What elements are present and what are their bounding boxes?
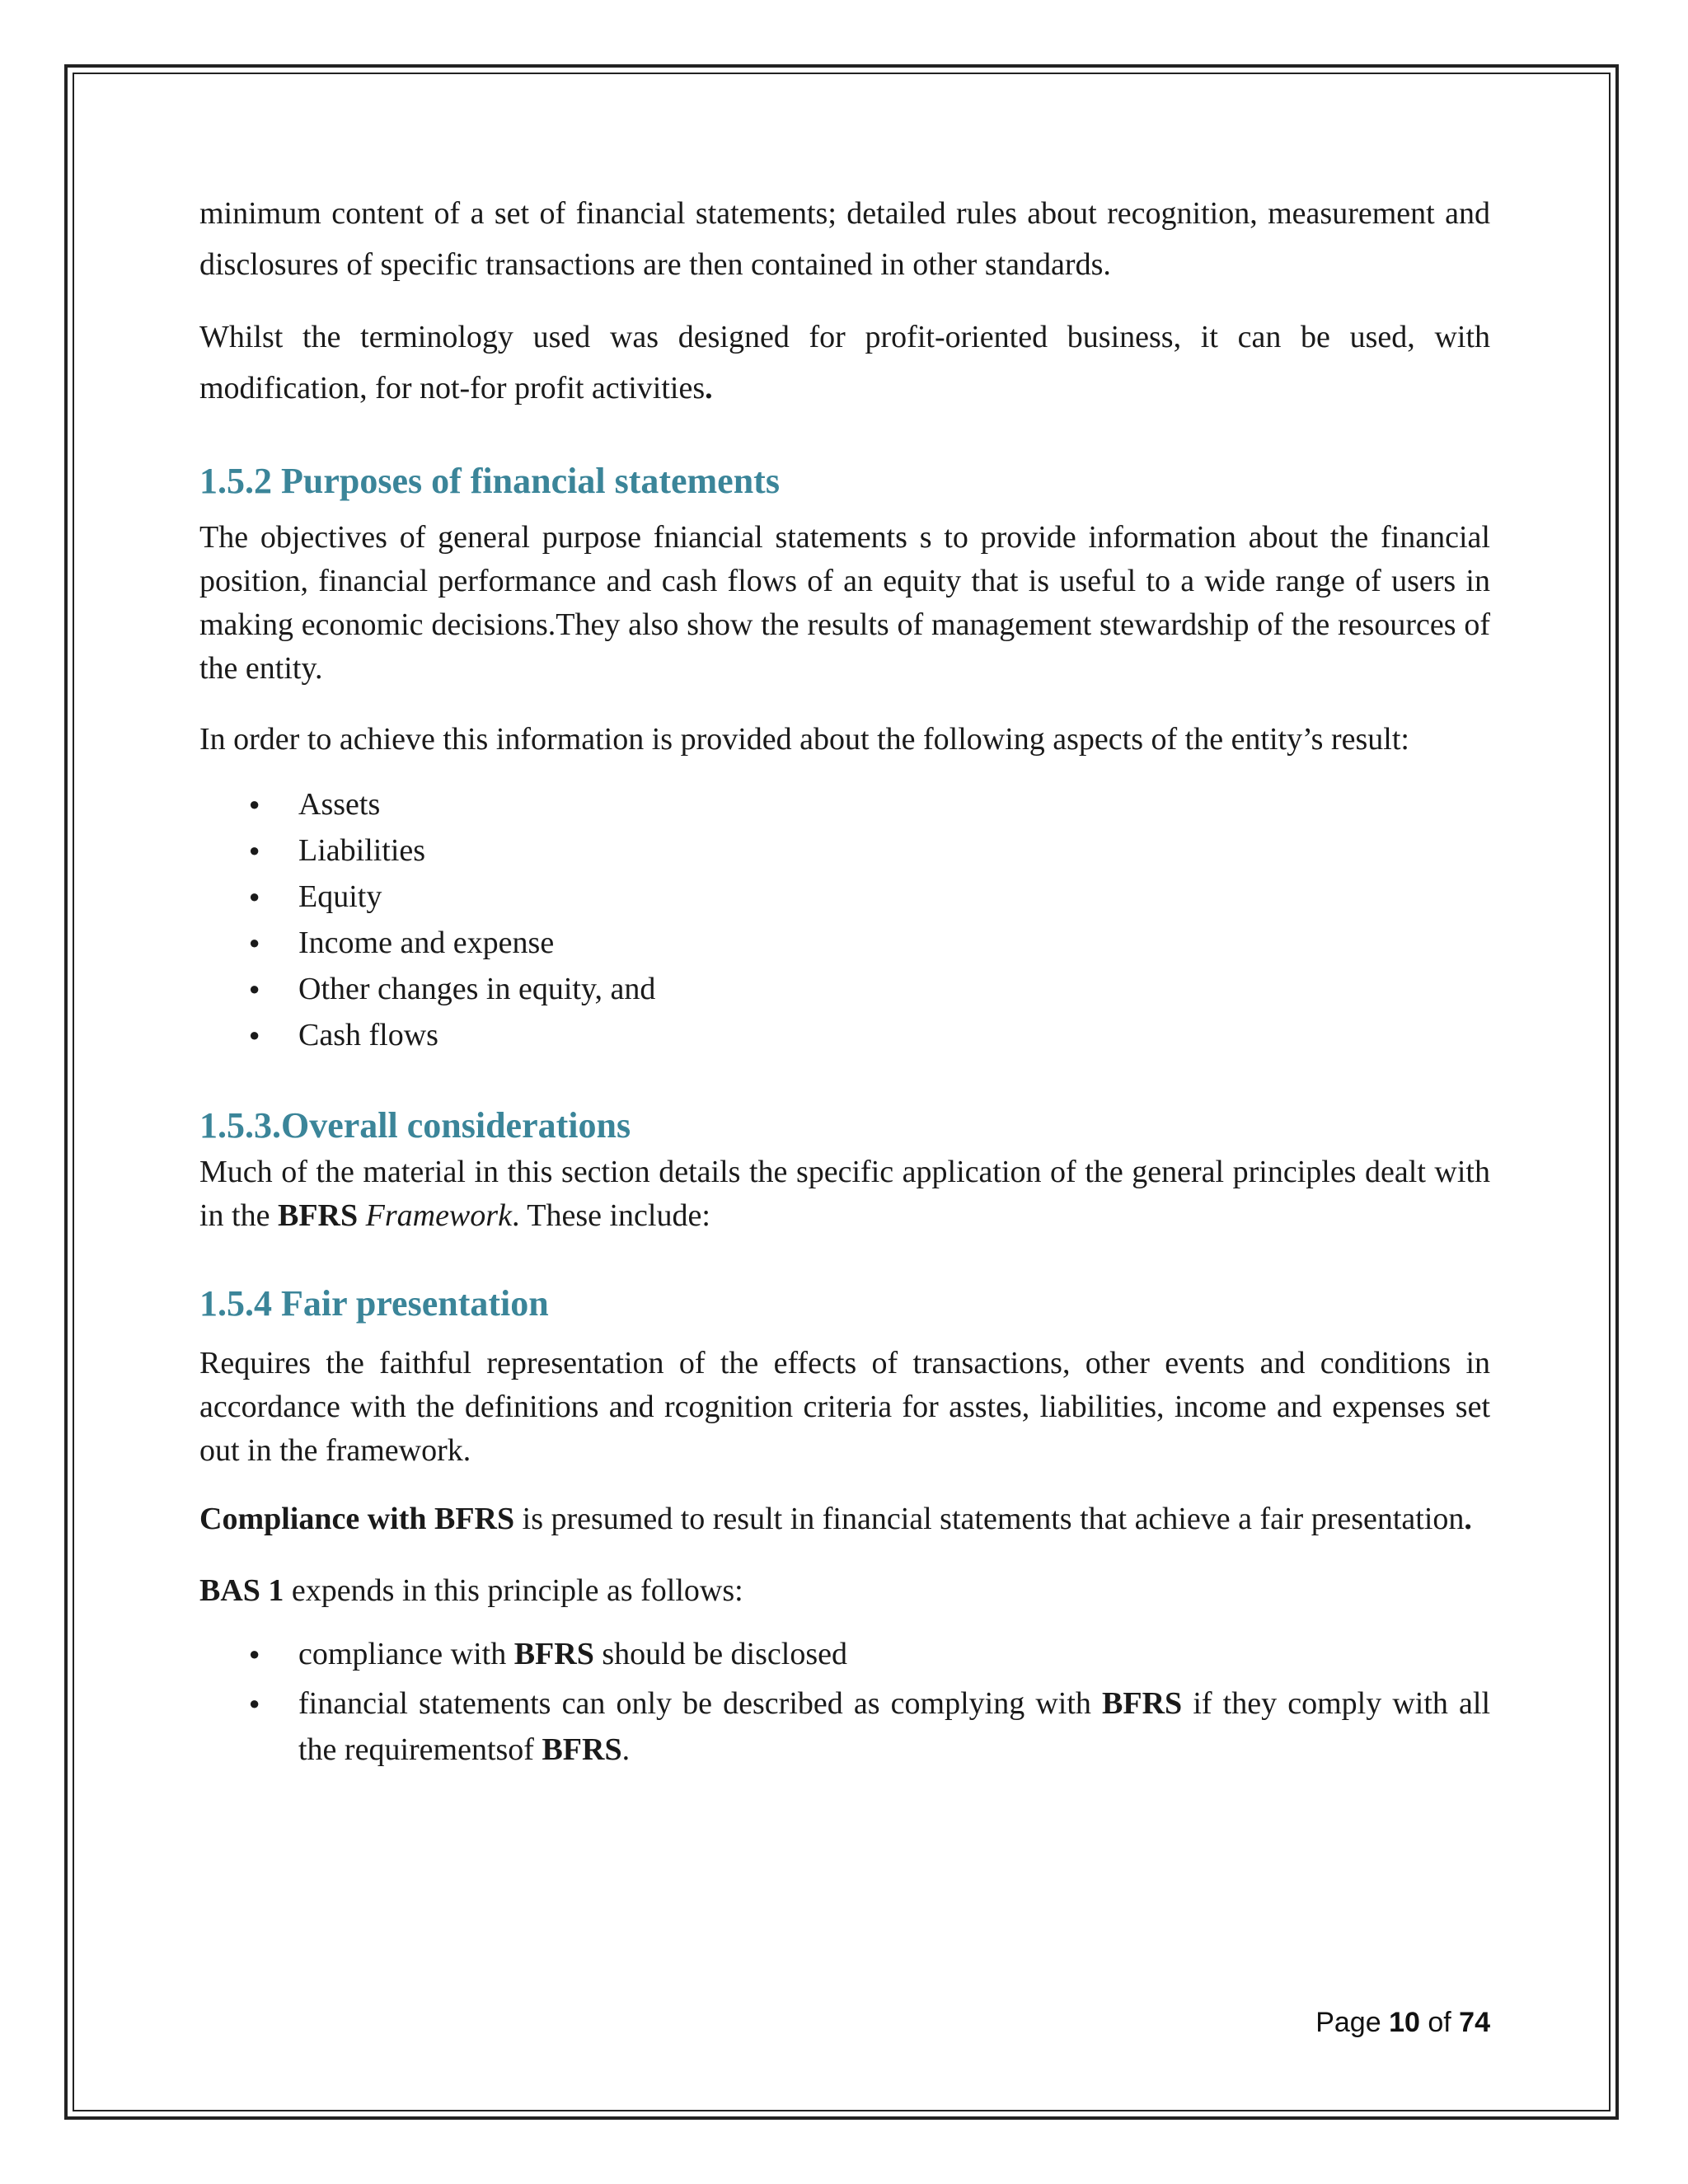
bas1-list: [199, 1631, 1490, 1773]
section-heading-1-5-4: 1.5.4 Fair presentation: [199, 1283, 549, 1324]
list-item: ● Liabilities: [199, 827, 1490, 874]
page-label: Page: [1315, 2007, 1381, 2038]
s153-text: Much of the material in this section details the specific application of the general principles dealt with in the: [199, 1155, 1490, 1233]
aspects-list: [199, 781, 1490, 1058]
intro-paragraph-2: [199, 312, 1490, 414]
bullet-bold: BFRS: [1102, 1686, 1183, 1721]
bullet-bold: BFRS: [513, 1637, 594, 1671]
section-heading-1-5-3: 1.5.3.Overall considerations: [199, 1105, 631, 1146]
s154-bas1-bold: BAS 1: [199, 1573, 284, 1608]
page-content: [199, 188, 1490, 1773]
bullet-bold: BFRS: [542, 1732, 622, 1767]
s154-paragraph-2-text: is presumed to result in financial statements that achieve a fair presentation: [514, 1502, 1465, 1536]
bullet-text: should be disclosed: [593, 1637, 847, 1671]
list-item: ● Other changes in equity, and: [199, 966, 1490, 1012]
s154-paragraph-3: [199, 1565, 1490, 1616]
list-item: [199, 1631, 1490, 1677]
s154-compliance-bold: Compliance with BFRS: [199, 1502, 515, 1536]
s154-paragraph-1: Requires the faithful representation of the effects of transactions, other events and conditions in accordance with the definitions and rcognition criteria for asstes, liabilities, income and expenses set out in the framework.: [199, 1346, 1490, 1468]
list-item: ● Assets: [199, 781, 1490, 827]
page-total: 74: [1459, 2007, 1490, 2038]
s153-framework: Framework: [365, 1198, 512, 1233]
bullet-text: financial statements can only be described as complying with: [298, 1686, 1103, 1721]
intro-paragraph-2-text: Whilst the terminology used was designed for profit-oriented business, it can be used, with modification, for not-for profit activities: [199, 320, 1490, 405]
page-current: 10: [1389, 2007, 1420, 2038]
page-of: of: [1428, 2007, 1451, 2038]
s152-paragraph-1: The objectives of general purpose fniancial statements s to provide information about the financial position, financial performance and cash flows of an equity that is useful to a wide range of users in making economic decisions.They also show the results of management stewardship of the resources of the entity.: [199, 520, 1490, 686]
list-item: ● Cash flows: [199, 1012, 1490, 1058]
page-number: [1315, 2004, 1490, 2041]
s152-paragraph-2: In order to achieve this information is provided about the following aspects of the entity’s result:: [199, 722, 1409, 757]
intro-paragraph-2-end: .: [705, 371, 713, 405]
list-item: [199, 1680, 1490, 1773]
bullet-text: .: [621, 1732, 631, 1767]
s154-paragraph-2-end: .: [1464, 1502, 1472, 1536]
s154-paragraph-2: [199, 1496, 1490, 1542]
s153-text-end: . These include:: [511, 1198, 710, 1233]
bullet-text: compliance with: [298, 1637, 514, 1671]
s153-paragraph-1: [199, 1151, 1490, 1238]
section-heading-1-5-2: 1.5.2 Purposes of financial statements: [199, 461, 780, 501]
intro-paragraph-1: minimum content of a set of financial statements; detailed rules about recognition, measurement and disclosures of specific transactions are then contained in other standards.: [199, 196, 1490, 282]
s154-paragraph-3-text: expends in this principle as follows:: [284, 1573, 743, 1608]
s153-bfrs: BFRS: [277, 1198, 359, 1233]
list-item: ● Equity: [199, 874, 1490, 920]
list-item: ● Income and expense: [199, 920, 1490, 966]
bullet-text: if they comply with all the requirementsof: [298, 1686, 1491, 1767]
